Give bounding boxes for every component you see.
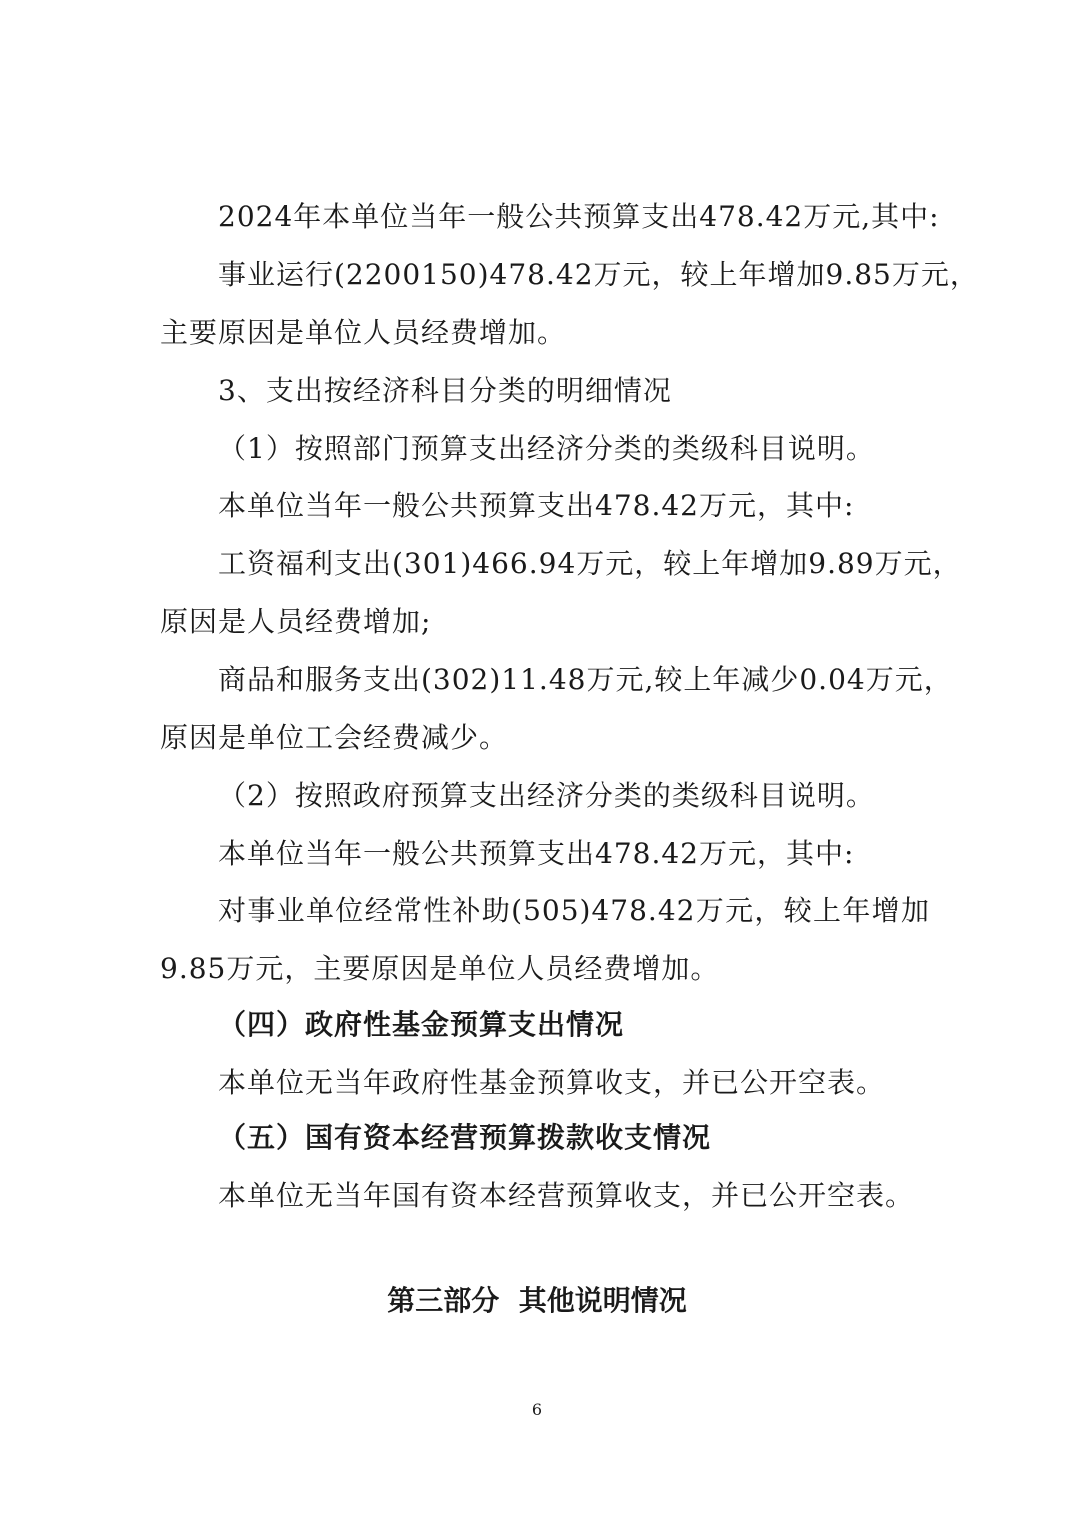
paragraph-line-5: （1）按照部门预算支出经济分类的类级科目说明。 <box>218 432 875 465</box>
paragraph-line-1: 2024年本单位当年一般公共预算支出478.42万元,其中: <box>218 200 940 233</box>
paragraph-line-8: 原因是人员经费增加; <box>160 605 432 638</box>
paragraph-line-9: 商品和服务支出(302)11.48万元,较上年减少0.04万元， <box>218 663 953 696</box>
paragraph-line-14: 9.85万元，主要原因是单位人员经费增加。 <box>160 952 720 985</box>
paragraph-line-2: 事业运行(2200150)478.42万元，较上年增加9.85万元， <box>218 258 979 291</box>
paragraph-line-11: （2）按照政府预算支出经济分类的类级科目说明。 <box>218 779 875 812</box>
section-five-body: 本单位无当年国有资本经营预算收支，并已公开空表。 <box>218 1179 915 1212</box>
paragraph-line-12: 本单位当年一般公共预算支出478.42万元，其中: <box>218 837 855 870</box>
paragraph-line-6: 本单位当年一般公共预算支出478.42万元，其中: <box>218 489 855 522</box>
paragraph-line-10: 原因是单位工会经费减少。 <box>160 721 509 754</box>
section-four-heading: （四）政府性基金预算支出情况 <box>218 1008 625 1041</box>
paragraph-line-3: 主要原因是单位人员经费增加。 <box>160 316 567 349</box>
part-three-title: 第三部分 其他说明情况 <box>387 1284 687 1317</box>
section-five-heading: （五）国有资本经营预算拨款收支情况 <box>218 1121 712 1154</box>
page-number: 6 <box>531 1400 543 1419</box>
paragraph-line-13: 对事业单位经常性补助(505)478.42万元，较上年增加 <box>218 894 930 927</box>
section-four-body: 本单位无当年政府性基金预算收支，并已公开空表。 <box>218 1066 886 1099</box>
subsection-heading-3: 3、支出按经济科目分类的明细情况 <box>218 374 672 407</box>
paragraph-line-7: 工资福利支出(301)466.94万元，较上年增加9.89万元， <box>218 547 962 580</box>
